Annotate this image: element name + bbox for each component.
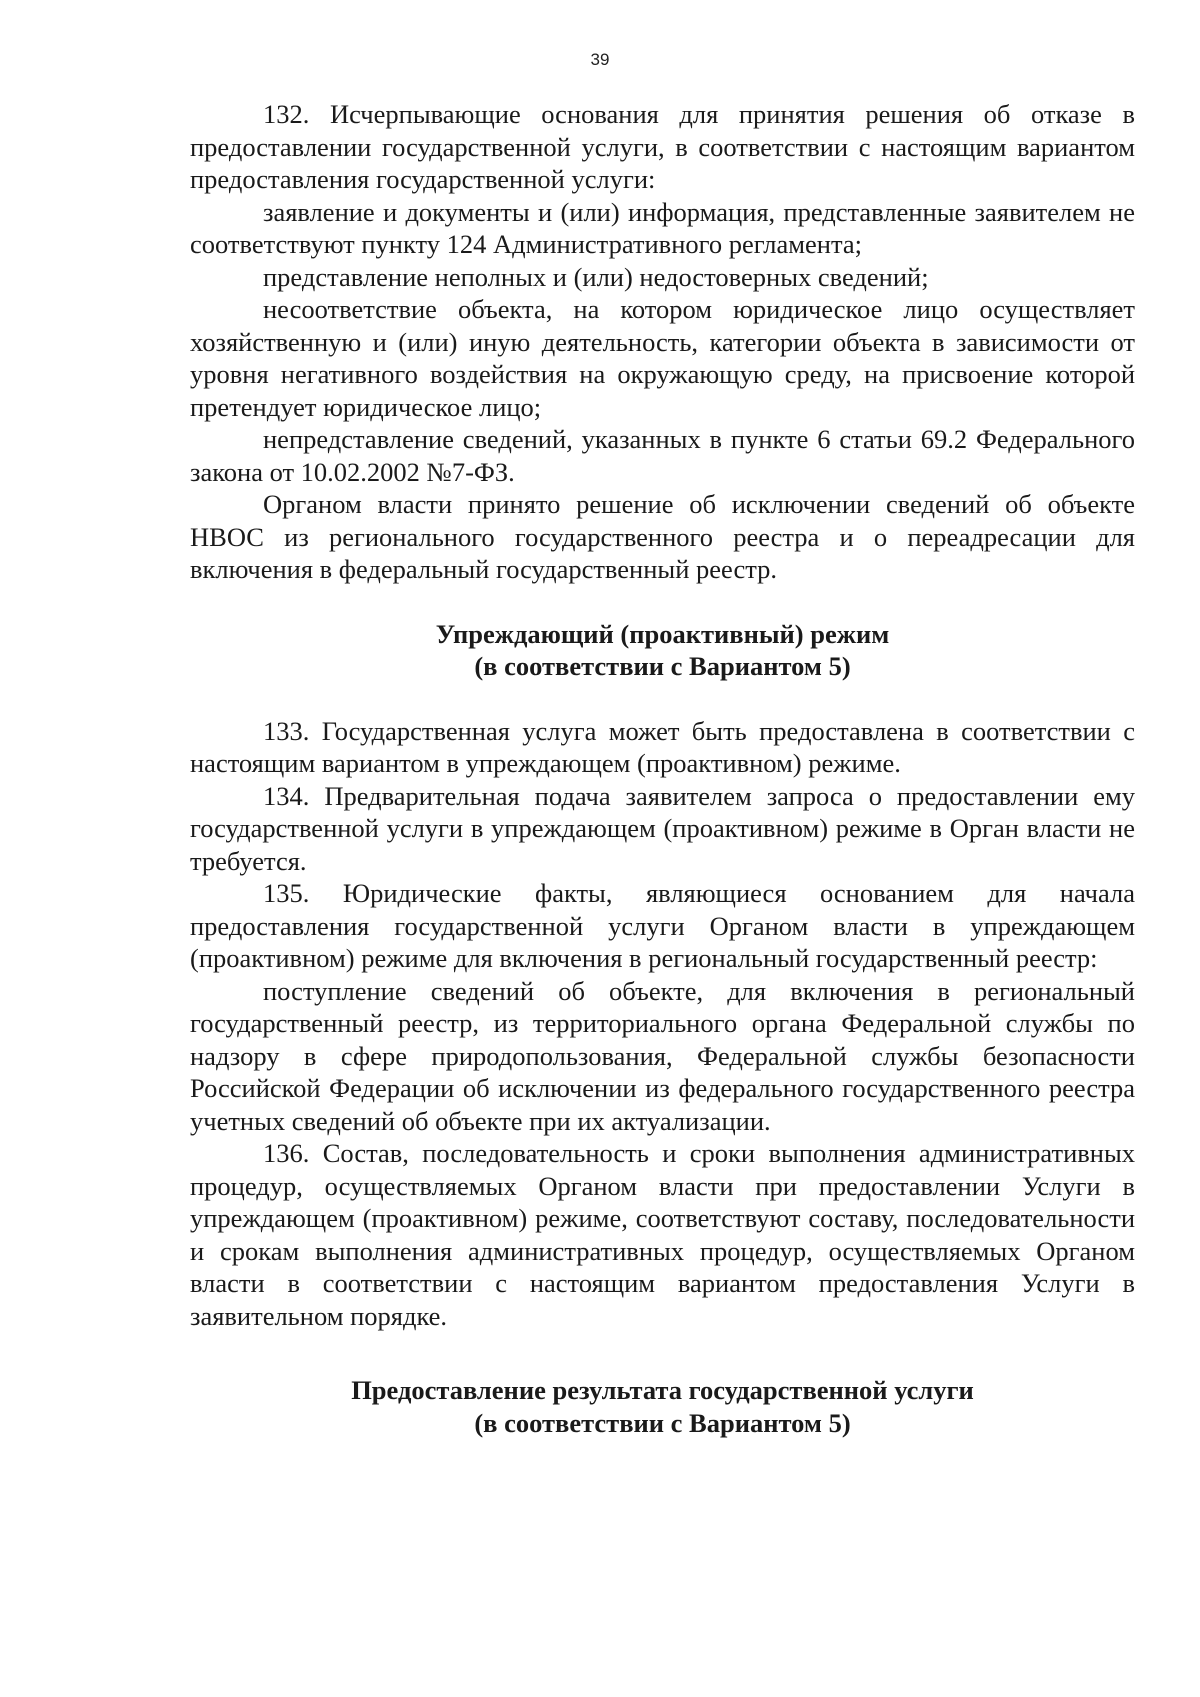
document-body: [190, 98, 1135, 1439]
paragraph-135: 135. Юридические факты, являющиеся основанием для начала предоставления государственной услуги Органом власти в упреждающем (проактивном) режиме для включения в региональный государственный реестр:: [190, 878, 1135, 973]
paragraph-refusal-ground-2: представление неполных и (или) недостоверных сведений;: [263, 261, 929, 292]
paragraph-refusal-ground-1: заявление и документы и (или) информация, представленные заявителем не соответствуют пункту 124 Административного регламента;: [190, 196, 1135, 259]
section-heading-subline: (в соответствии с Вариантом 5): [474, 651, 851, 681]
section-heading-subline: (в соответствии с Вариантом 5): [474, 1407, 851, 1438]
paragraph-135-fact: поступление сведений об объекте, для включения в региональный государственный реестр, из территориального органа Федеральной службы по надзору в сфере природопользования, Федеральной службы безопасности Российской Федерации об исключении из федерального государственного реестра учетных сведений об объекте при их актуализации.: [190, 975, 1135, 1136]
paragraph-refusal-ground-5: Органом власти принято решение об исключении сведений об объекте НВОС из регионального государственного реестра и о переадресации для включения в федеральный государственный реестр.: [190, 489, 1135, 584]
section-heading-proactive: [190, 618, 1135, 683]
section-heading-line: Упреждающий (проактивный) режим: [435, 618, 890, 649]
paragraph-132: 132. Исчерпывающие основания для принятия решения об отказе в предоставлении государственной услуги, в соответствии с настоящим вариантом предоставления государственной услуги:: [190, 99, 1135, 194]
paragraph-refusal-ground-4: непредставление сведений, указанных в пункте 6 статьи 69.2 Федерального закона от 10.02.2002 №7-ФЗ.: [190, 424, 1135, 487]
section-heading-result: [190, 1374, 1135, 1439]
paragraph-refusal-ground-3: несоответствие объекта, на котором юридическое лицо осуществляет хозяйственную и (или) иную деятельность, категории объекта в зависимости от уровня негативного воздействия на окружающую среду, на присвоение которой претендует юридическое лицо;: [190, 294, 1135, 422]
paragraph-133: 133. Государственная услуга может быть предоставлена в соответствии с настоящим вариантом в упреждающем (проактивном) режиме.: [190, 715, 1135, 778]
page-number: 39: [590, 50, 610, 69]
paragraph-136: 136. Состав, последовательность и сроки выполнения административных процедур, осуществляемых Органом власти при предоставлении Услуги в упреждающем (проактивном) режиме, соответствуют составу, последовательности и срокам выполнения административных процедур, осуществляемых Органом власти в соответствии с настоящим вариантом предоставления Услуги в заявительном порядке.: [190, 1138, 1135, 1331]
section-heading-line: Предоставление результата государственной услуги: [351, 1375, 974, 1405]
paragraph-134: 134. Предварительная подача заявителем запроса о предоставлении ему государственной услуги в упреждающем (проактивном) режиме в Орган власти не требуется.: [190, 780, 1135, 876]
